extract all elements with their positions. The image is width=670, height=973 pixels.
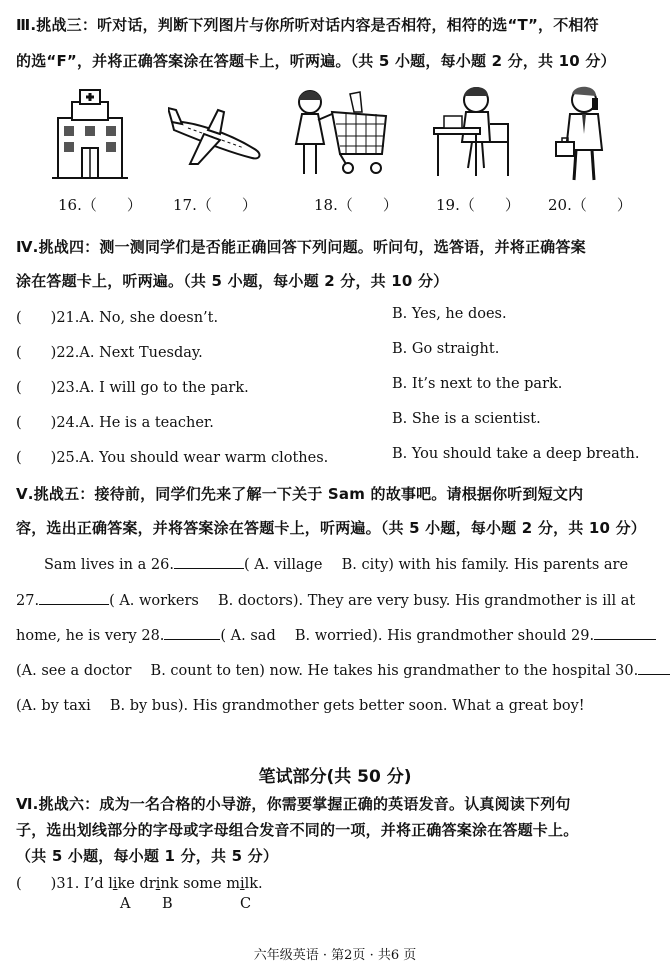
question-31 <box>16 872 263 893</box>
section4-instruction-line2: 涂在答题卡上，听两遍。（共 5 小题，每小题 2 分，共 10 分） <box>16 272 449 290</box>
shopping-cart-girl-icon <box>290 84 390 184</box>
q31-underline-c: i <box>239 876 245 892</box>
q31-text: lk. <box>244 876 263 892</box>
question-21-b: B. Yes, he does. <box>392 306 507 322</box>
q31-option-b: B <box>162 896 173 912</box>
caption-16: 16.（ ） <box>58 196 142 214</box>
q31-text: nk some m <box>160 876 240 892</box>
passage-text: home, he is very 28. <box>16 628 165 644</box>
blank-29[interactable] <box>594 625 656 640</box>
blank-28[interactable] <box>164 625 220 640</box>
q31-option-a: A <box>120 896 131 912</box>
passage-text: Sam lives in a 26. <box>44 557 174 573</box>
question-25-b: B. You should take a deep breath. <box>392 446 640 462</box>
section6-instruction-line1: Ⅵ.挑战六：成为一名合格的小导游，你需要掌握正确的英语发音。认真阅读下列句 <box>16 795 571 813</box>
question-24-a: ( )24.A. He is a teacher. <box>16 415 214 431</box>
passage-line-2 <box>16 589 635 610</box>
passage-text: 27. <box>16 593 40 609</box>
q31-underline-a: i <box>112 876 118 892</box>
question-21-a: ( )21.A. No, she doesn’t. <box>16 310 219 326</box>
question-25-a: ( )25.A. You should wear warm clothes. <box>16 450 329 466</box>
passage-line-5: (A. by taxi B. by bus). His grandmother gets better soon. What a great boy! <box>16 698 585 714</box>
question-22-b: B. Go straight. <box>392 341 500 357</box>
question-23-a: ( )23.A. I will go to the park. <box>16 380 249 396</box>
blank-30[interactable] <box>638 660 670 675</box>
section4-instruction-line1: Ⅳ.挑战四：测一测同学们是否能正确回答下列问题。听问句，选答语，并将正确答案 <box>16 238 586 256</box>
section5-instruction-line1: Ⅴ.挑战五：接待前，同学们先来了解一下关于 Sam 的故事吧。请根据你听到短文内 <box>16 485 584 503</box>
blank-27[interactable] <box>39 590 109 605</box>
passage-line-4 <box>16 659 670 680</box>
caption-19: 19.（ ） <box>436 196 520 214</box>
section6-instruction-line3: （共 5 小题，每小题 1 分，共 5 分） <box>16 847 279 865</box>
q31-option-c: C <box>240 896 252 912</box>
airplane-icon <box>168 100 264 176</box>
question-24-b: B. She is a scientist. <box>392 411 541 427</box>
passage-line-1 <box>44 553 628 574</box>
caption-20: 20.（ ） <box>548 196 632 214</box>
section3-instruction-line1: Ⅲ.挑战三：听对话，判断下列图片与你所听对话内容是否相符，相符的选“T”，不相符 <box>16 16 599 34</box>
section6-instruction-line2: 子，选出划线部分的字母或字母组合发音不同的一项，并将正确答案涂在答题卡上。 <box>16 821 579 839</box>
section5-instruction-line2: 容，选出正确答案，并将答案涂在答题卡上，听两遍。（共 5 小题，每小题 2 分，共 10 分） <box>16 519 646 537</box>
caption-17: 17.（ ） <box>173 196 257 214</box>
page-footer: 六年级英语 · 第2页 · 共6 页 <box>253 948 417 963</box>
q31-text: ( )31. I’d l <box>16 876 113 892</box>
boy-at-desk-icon <box>432 84 512 184</box>
written-section-title: 笔试部分(共 50 分) <box>258 767 412 787</box>
question-22-a: ( )22.A. Next Tuesday. <box>16 345 203 361</box>
man-on-phone-icon <box>552 84 622 184</box>
caption-18: 18.（ ） <box>314 196 398 214</box>
q31-text: ke dr <box>117 876 156 892</box>
passage-text: (A. see a doctor B. count to ten) now. He takes his grandmather to the hospital 30. <box>16 663 639 679</box>
passage-text: ( A. sad B. worried). His grandmother should 29. <box>220 628 595 644</box>
q31-underline-b: i <box>155 876 161 892</box>
question-23-b: B. It’s next to the park. <box>392 376 563 392</box>
section3-instruction-line2: 的选“F”，并将正确答案涂在答题卡上，听两遍。（共 5 小题，每小题 2 分，共 10 分） <box>16 52 616 70</box>
passage-text: ( A. village B. city) with his family. His parents are <box>243 557 629 573</box>
hospital-icon <box>50 88 130 180</box>
passage-text: ( A. workers B. doctors). They are very busy. His grandmother is ill at <box>109 593 636 609</box>
blank-26[interactable] <box>174 554 244 569</box>
passage-line-3 <box>16 624 656 645</box>
